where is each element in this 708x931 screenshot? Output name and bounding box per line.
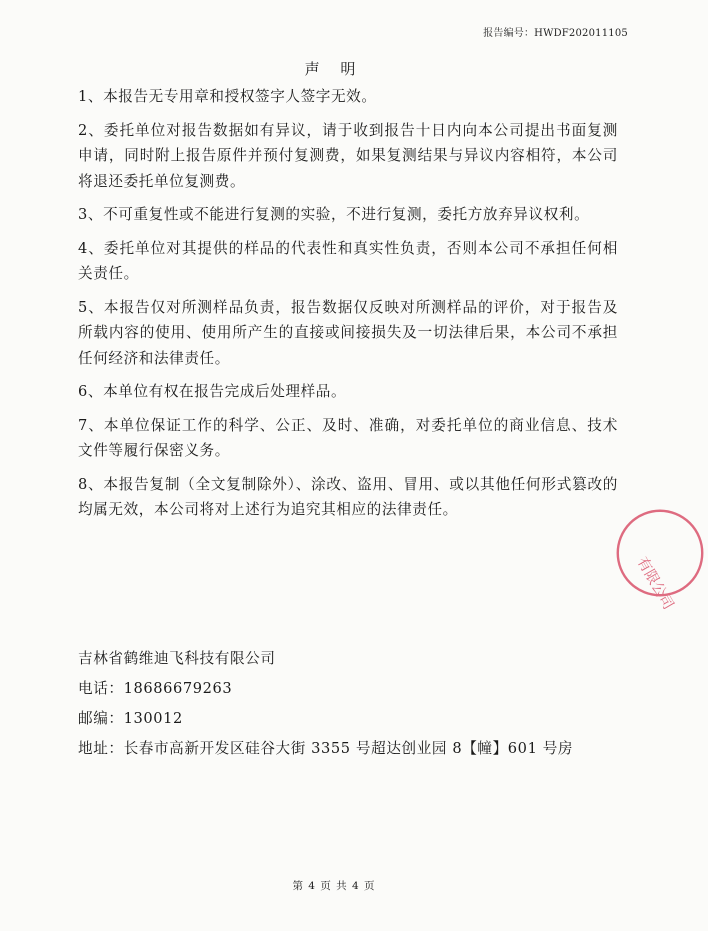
- clause-6: 6、本单位有权在报告完成后处理样品。: [78, 383, 347, 400]
- company-name: 吉林省鹤维迪飞科技有限公司: [78, 650, 276, 667]
- clause-5: 5、本报告仅对所测样品负责，报告数据仅反映对所测样品的评价，对于报告及所载内容的使用、使用所产生的直接或间接损失及一切法律后果，本公司不承担任何经济和法律责任。: [78, 298, 618, 367]
- seal-text: 有限公司: [633, 554, 677, 613]
- address-line: 地址：长春市高新开发区硅谷大街 3355 号超达创业园 8【幢】601 号房: [78, 740, 574, 757]
- clause-2: 2、委托单位对报告数据如有异议，请于收到报告十日内向本公司提出书面复测申请，同时附上报告原件并预付复测费，如果复测结果与异议内容相符，本公司将退还委托单位复测费。: [78, 121, 618, 190]
- page-footer: 第 4 页 共 4 页: [292, 880, 376, 892]
- page-title: 声 明: [304, 60, 364, 78]
- postcode-line: 邮编：130012: [78, 710, 183, 727]
- contact-block: [78, 644, 638, 764]
- clause-3: 3、不可重复性或不能进行复测的实验，不进行复测，委托方放弃异议权利。: [78, 206, 590, 223]
- report-number: 报告编号：HWDF202011105: [483, 28, 628, 39]
- clause-1: 1、本报告无专用章和授权签字人签字无效。: [78, 88, 377, 105]
- clause-4: 4、委托单位对其提供的样品的代表性和真实性负责，否则本公司不承担任何相关责任。: [78, 239, 618, 282]
- clause-7: 7、本单位保证工作的科学、公正、及时、准确，对委托单位的商业信息、技术文件等履行保密义务。: [78, 416, 618, 459]
- company-seal-stamp: [612, 505, 708, 613]
- phone-line: 电话：18686679263: [78, 680, 233, 697]
- clause-8: 8、本报告复制（全文复制除外）、涂改、盗用、冒用、或以其他任何形式篡改的均属无效，本公司将对上述行为追究其相应的法律责任。: [78, 475, 618, 518]
- declaration-clauses: [78, 84, 618, 531]
